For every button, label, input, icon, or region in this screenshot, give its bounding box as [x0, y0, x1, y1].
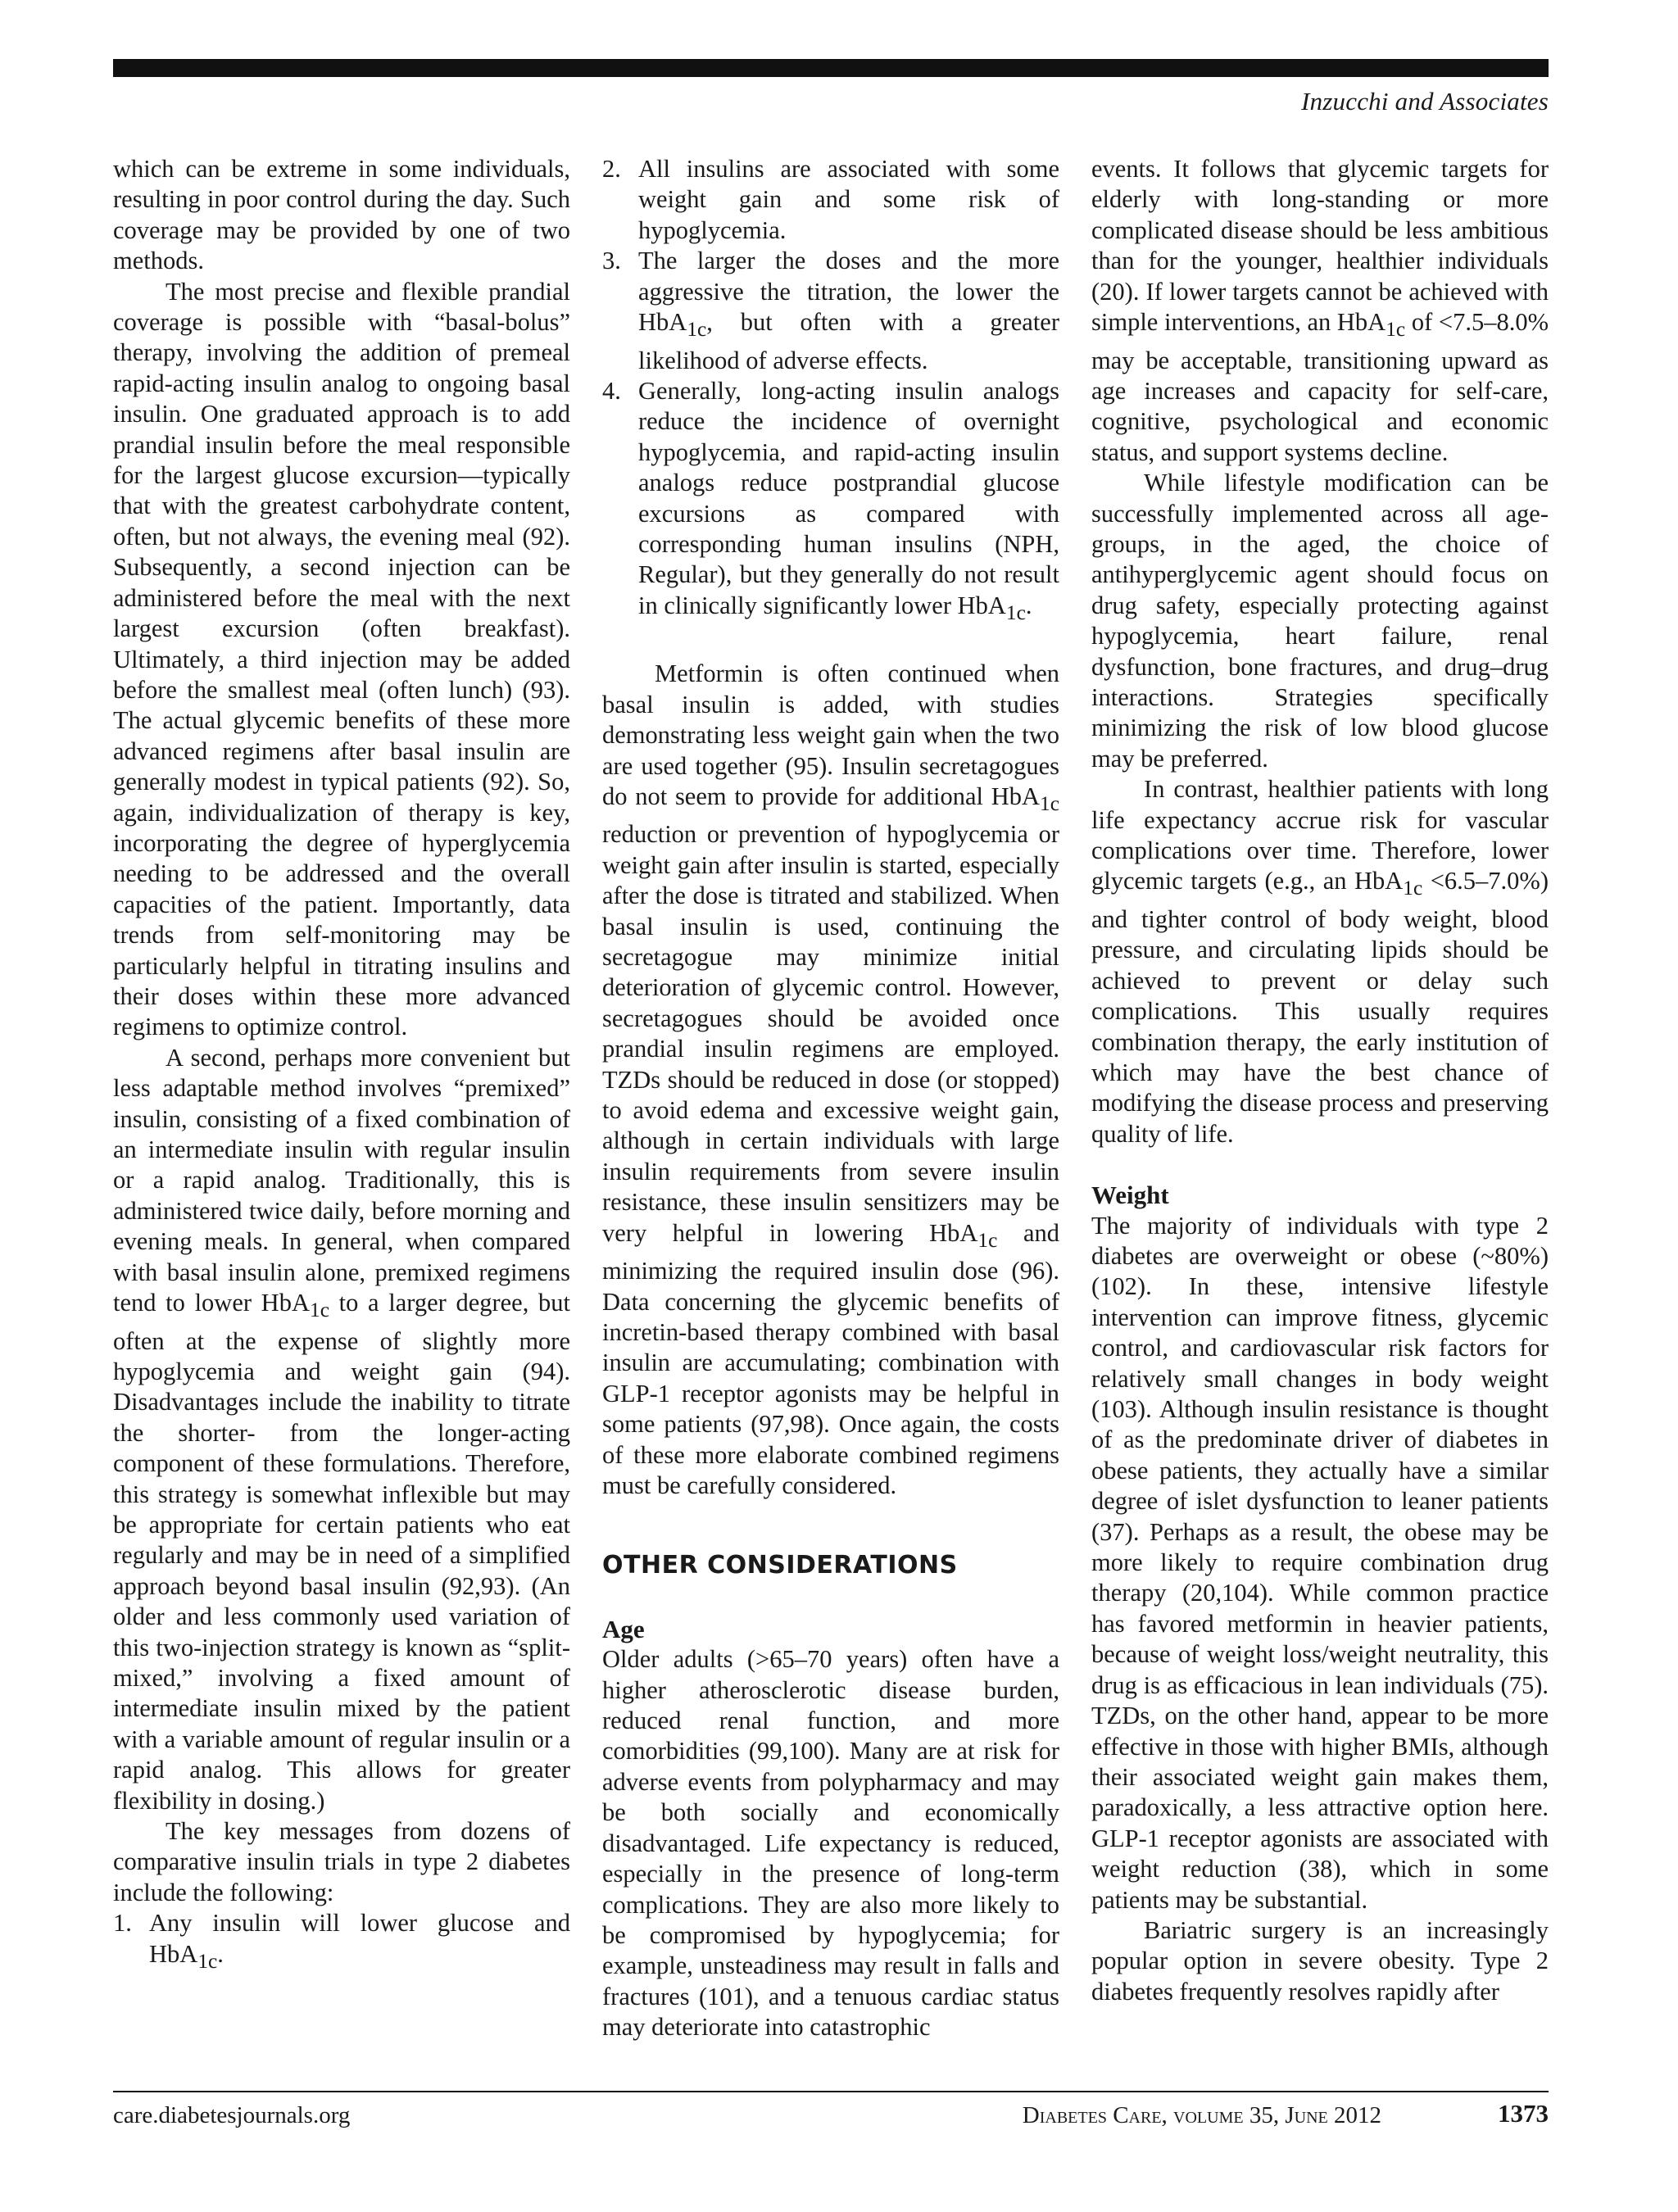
subsection-heading: Age: [602, 1614, 645, 1643]
paragraph: A second, perhaps more convenient but less adaptable method involves “premixed” insulin, consisting of a fixed combination of an intermediate insulin with regular insulin or a rapid analog. Traditionally, this is administered twice daily, before morning and evening meals. In general, when compared with basal insulin alone, premixed regimens tend to lower HbA$_{1c}$ to a larger degree, but often at the expense of slightly more hypoglycemia and weight gain (94). Disadvantages include the inability to titrate the shorter- from the longer-acting component of these formulations. Therefore, this strategy is somewhat inflexible but may be appropriate for certain patients who eat regularly and may be in need of a simplified approach beyond basal insulin (92,93). (An older and less commonly used variation of this two-injection strategy is known as “split-mixed,” involving a fixed amount of intermediate insulin mixed by the patient with a variable amount of regular insulin or a rapid analog. This allows for greater flexibility in dosing.): [113, 1043, 570, 1815]
column-2: [602, 154, 1059, 2043]
list-item: 2. All insulins are associated with some weight gain and some risk of hypoglycemia.: [602, 155, 1059, 244]
list-item: 4. Generally, long-acting insulin analogs reduce the incidence of overnight hypoglycemia, and rapid-acting insulin analogs reduce postprandial glucose excursions as compared with corresponding human insulins (NPH, Regular), but they generally do not result in clinically significantly lower HbA$_{1c}$.: [602, 376, 1059, 624]
paragraph: which can be extreme in some individuals, resulting in poor control during the day. Such coverage may be provided by one of two methods.: [113, 155, 570, 275]
subscript: 1c: [309, 1299, 329, 1322]
paragraph: In contrast, healthier patients with long life expectancy accrue risk for vascular complications over time. Therefore, lower glycemic targets (e.g., an HbA$_{1c}$ <6.5–7.0%) and tighter control of body weight, blood pressure, and circulating lipids should be achieved to prevent or delay such complications. This usually requires combination therapy, the early institution of which may have the best chance of modifying the disease process and preserving quality of life.: [1091, 775, 1549, 1148]
paragraph: events. It follows that glycemic targets for elderly with long-standing or more complicated disease should be less ambitious than for the younger, healthier individuals (20). If lower targets cannot be achieved with simple interventions, an HbA$_{1c}$ of <7.5–8.0% may be acceptable, transitioning upward as age increases and capacity for self-care, cognitive, psychological and economic status, and support systems decline.: [1091, 155, 1549, 466]
paragraph: The majority of individuals with type 2 diabetes are overweight or obese (~80%) (102). In these, intensive lifestyle intervention can improve fitness, glycemic control, and cardiovascular risk factors for relatively small changes in body weight (103). Although insulin resistance is thought of as the predominate driver of diabetes in obese patients, they actually have a similar degree of islet dysfunction to leaner patients (37). Perhaps as a result, the obese may be more likely to require combination drug therapy (20,104). While common practice has favored metformin in heavier patients, because of weight loss/weight neutrality, this drug is as efficacious in lean individuals (75). TZDs, on the other hand, appear to be more effective in those with higher BMIs, although their associated weight gain makes them, paradoxically, a less attractive option here. GLP-1 receptor agonists are associated with weight reduction (38), which in some patients may be substantial.: [1091, 1211, 1549, 1914]
list-item: 3. The larger the doses and the more aggressive the titration, the lower the HbA$_{1c}$, but often with a greater likelihood of adverse effects.: [602, 247, 1059, 374]
journal-url: care.diabetesjournals.org: [113, 2102, 351, 2128]
list-item: 1. Any insulin will lower glucose and HbA$_{1c}$.: [113, 1909, 570, 1973]
paragraph: Bariatric surgery is an increasingly popular option in severe obesity. Type 2 diabetes frequently resolves rapidly after: [1091, 1915, 1549, 2006]
paragraph: Older adults (>65–70 years) often have a higher atherosclerotic disease burden, reduced renal function, and more comorbidities (99,100). Many are at risk for adverse events from polypharmacy and may be both socially and economically disadvantaged. Life expectancy is reduced, especially in the presence of long-term complications. They are also more likely to be compromised by hypoglycemia; for example, unsteadiness may result in falls and fractures (101), and a tenuous cardiac status may deteriorate into catastrophic: [602, 1645, 1059, 2042]
key-messages-list: [602, 154, 1059, 628]
journal-citation: Diabetes Care, volume 35, June 2012: [1022, 2102, 1381, 2128]
running-head: Inzucchi and Associates: [1301, 87, 1549, 116]
column-1: [113, 154, 570, 1977]
section-heading: OTHER CONSIDERATIONS: [602, 1551, 958, 1580]
subsection-heading: Weight: [1091, 1181, 1169, 1210]
paragraph: The most precise and flexible prandial coverage is possible with “basal-bolus” therapy, involving the addition of premeal rapid-acting insulin analog to ongoing basal insulin. One graduated approach is to add prandial insulin before the meal responsible for the largest glucose excursion—typically that with the greatest carbohydrate content, often, but not always, the evening meal (92). Subsequently, a second injection can be administered before the meal with the next largest excursion (often breakfast). Ultimately, a third injection may be added before the smallest meal (often lunch) (93). The actual glycemic benefits of these more advanced regimens after basal insulin are generally modest in typical patients (92). So, again, individualization of therapy is key, incorporating the degree of hyperglycemia needing to be addressed and the overall capacities of the patient. Importantly, data trends from self-monitoring may be particularly helpful in titrating insulins and their doses within these more advanced regimens to optimize control.: [113, 277, 570, 1041]
page-number: 1373: [1498, 2099, 1549, 2128]
header-rule: [113, 59, 1549, 77]
paragraph: The key messages from dozens of comparative insulin trials in type 2 diabetes include the following:: [113, 1817, 570, 1906]
paragraph: Metformin is often continued when basal insulin is added, with studies demonstrating less weight gain when the two are used together (95). Insulin secretagogues do not seem to provide for additional HbA$_{1c}$ reduction or prevention of hypoglycemia or weight gain after insulin is started, especially after the dose is titrated and stabilized. When basal insulin is used, continuing the secretagogue may minimize initial deterioration of glycemic control. However, secretagogues should be avoided once prandial insulin regimens are employed. TZDs should be reduced in dose (or stopped) to avoid edema and excessive weight gain, although in certain individuals with large insulin requirements from severe insulin resistance, these insulin sensitizers may be very helpful in lowering HbA$_{1c}$ and minimizing the required insulin dose (96). Data concerning the glycemic benefits of incretin-based therapy combined with basal insulin are accumulating; combination with GLP-1 receptor agonists may be helpful in some patients (97,98). Once again, the costs of these more elaborate combined regimens must be carefully considered.: [602, 660, 1059, 1500]
column-3: [1091, 154, 1549, 2007]
key-messages-list: [113, 1908, 570, 1977]
paragraph: While lifestyle modification can be successfully implemented across all age-groups, in the aged, the choice of antihyperglycemic agent should focus on drug safety, especially protecting against hypoglycemia, heart failure, renal dysfunction, bone fractures, and drug–drug interactions. Strategies specifically minimizing the risk of low blood glucose may be preferred.: [1091, 469, 1549, 773]
footer-rule: [113, 2091, 1549, 2092]
